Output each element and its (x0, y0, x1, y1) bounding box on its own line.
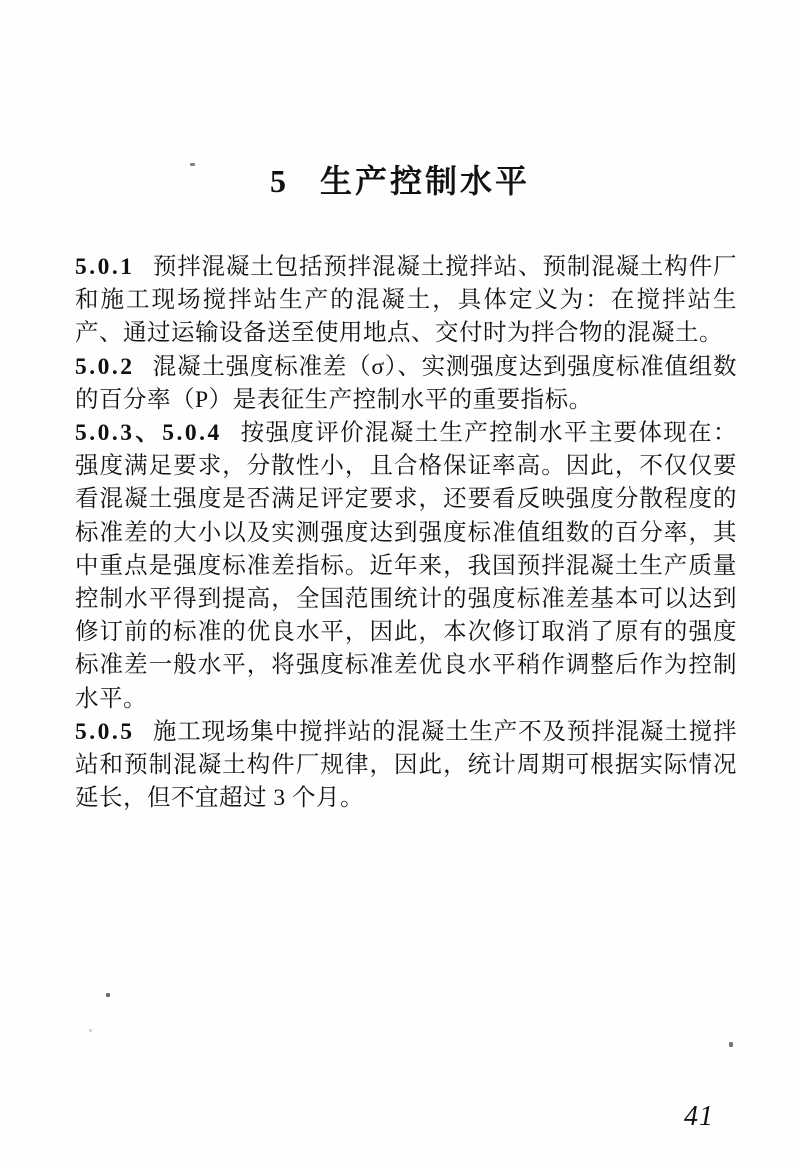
clause-text: 混凝土强度标准差（σ）、实测强度达到强度标准值组数的百分率（P）是表征生产控制水平的重要指标。 (75, 353, 737, 413)
clause-paragraph (75, 417, 737, 716)
scan-speck (106, 993, 110, 997)
chapter-number: 5 (269, 163, 288, 199)
clause-text: 预拌混凝土包括预拌混凝土搅拌站、预制混凝土构件厂和施工现场搅拌站生产的混凝土，具体定义为：在搅拌站生产、通过运输设备送至使用地点、交付时为拌合物的混凝土。 (75, 254, 737, 347)
scan-speck (89, 1029, 92, 1032)
chapter-title (0, 156, 800, 202)
clause-paragraph (75, 716, 737, 816)
clause-number: 5.0.1 (75, 254, 135, 280)
scan-speck (190, 163, 195, 166)
clause-paragraph (75, 351, 737, 417)
clause-number: 5.0.5 (75, 718, 135, 745)
page-number: 41 (684, 1101, 714, 1132)
scan-speck (729, 1042, 733, 1047)
clause-text: 按强度评价混凝土生产控制水平主要体现在：强度满足要求，分散性小，且合格保证率高。因此，不仅仅要看混凝土强度是否满足评定要求，还要看反映强度分散程度的标准差的大小以及实测强度达到强度标准值组数的百分率，其中重点是强度标准差指标。近年来，我国预拌混凝土生产质量控制水平得到提高，全国范围统计的强度标准差基本可以达到修订前的标准的优良水平，因此，本次修订取消了原有的强度标准差一般水平，将强度标准差优良水平稍作调整后作为控制水平。 (75, 420, 738, 712)
chapter-title-text: 生产控制水平 (319, 163, 530, 199)
clause-number: 5.0.3、5.0.4 (75, 420, 222, 447)
clause-text: 施工现场集中搅拌站的混凝土生产不及预拌混凝土搅拌站和预制混凝土构件厂规律，因此，统计周期可根据实际情况延长，但不宜超过 3 个月。 (75, 718, 737, 812)
clause-paragraph (75, 251, 737, 351)
clauses-container (75, 251, 737, 815)
clause-number: 5.0.2 (75, 353, 135, 380)
